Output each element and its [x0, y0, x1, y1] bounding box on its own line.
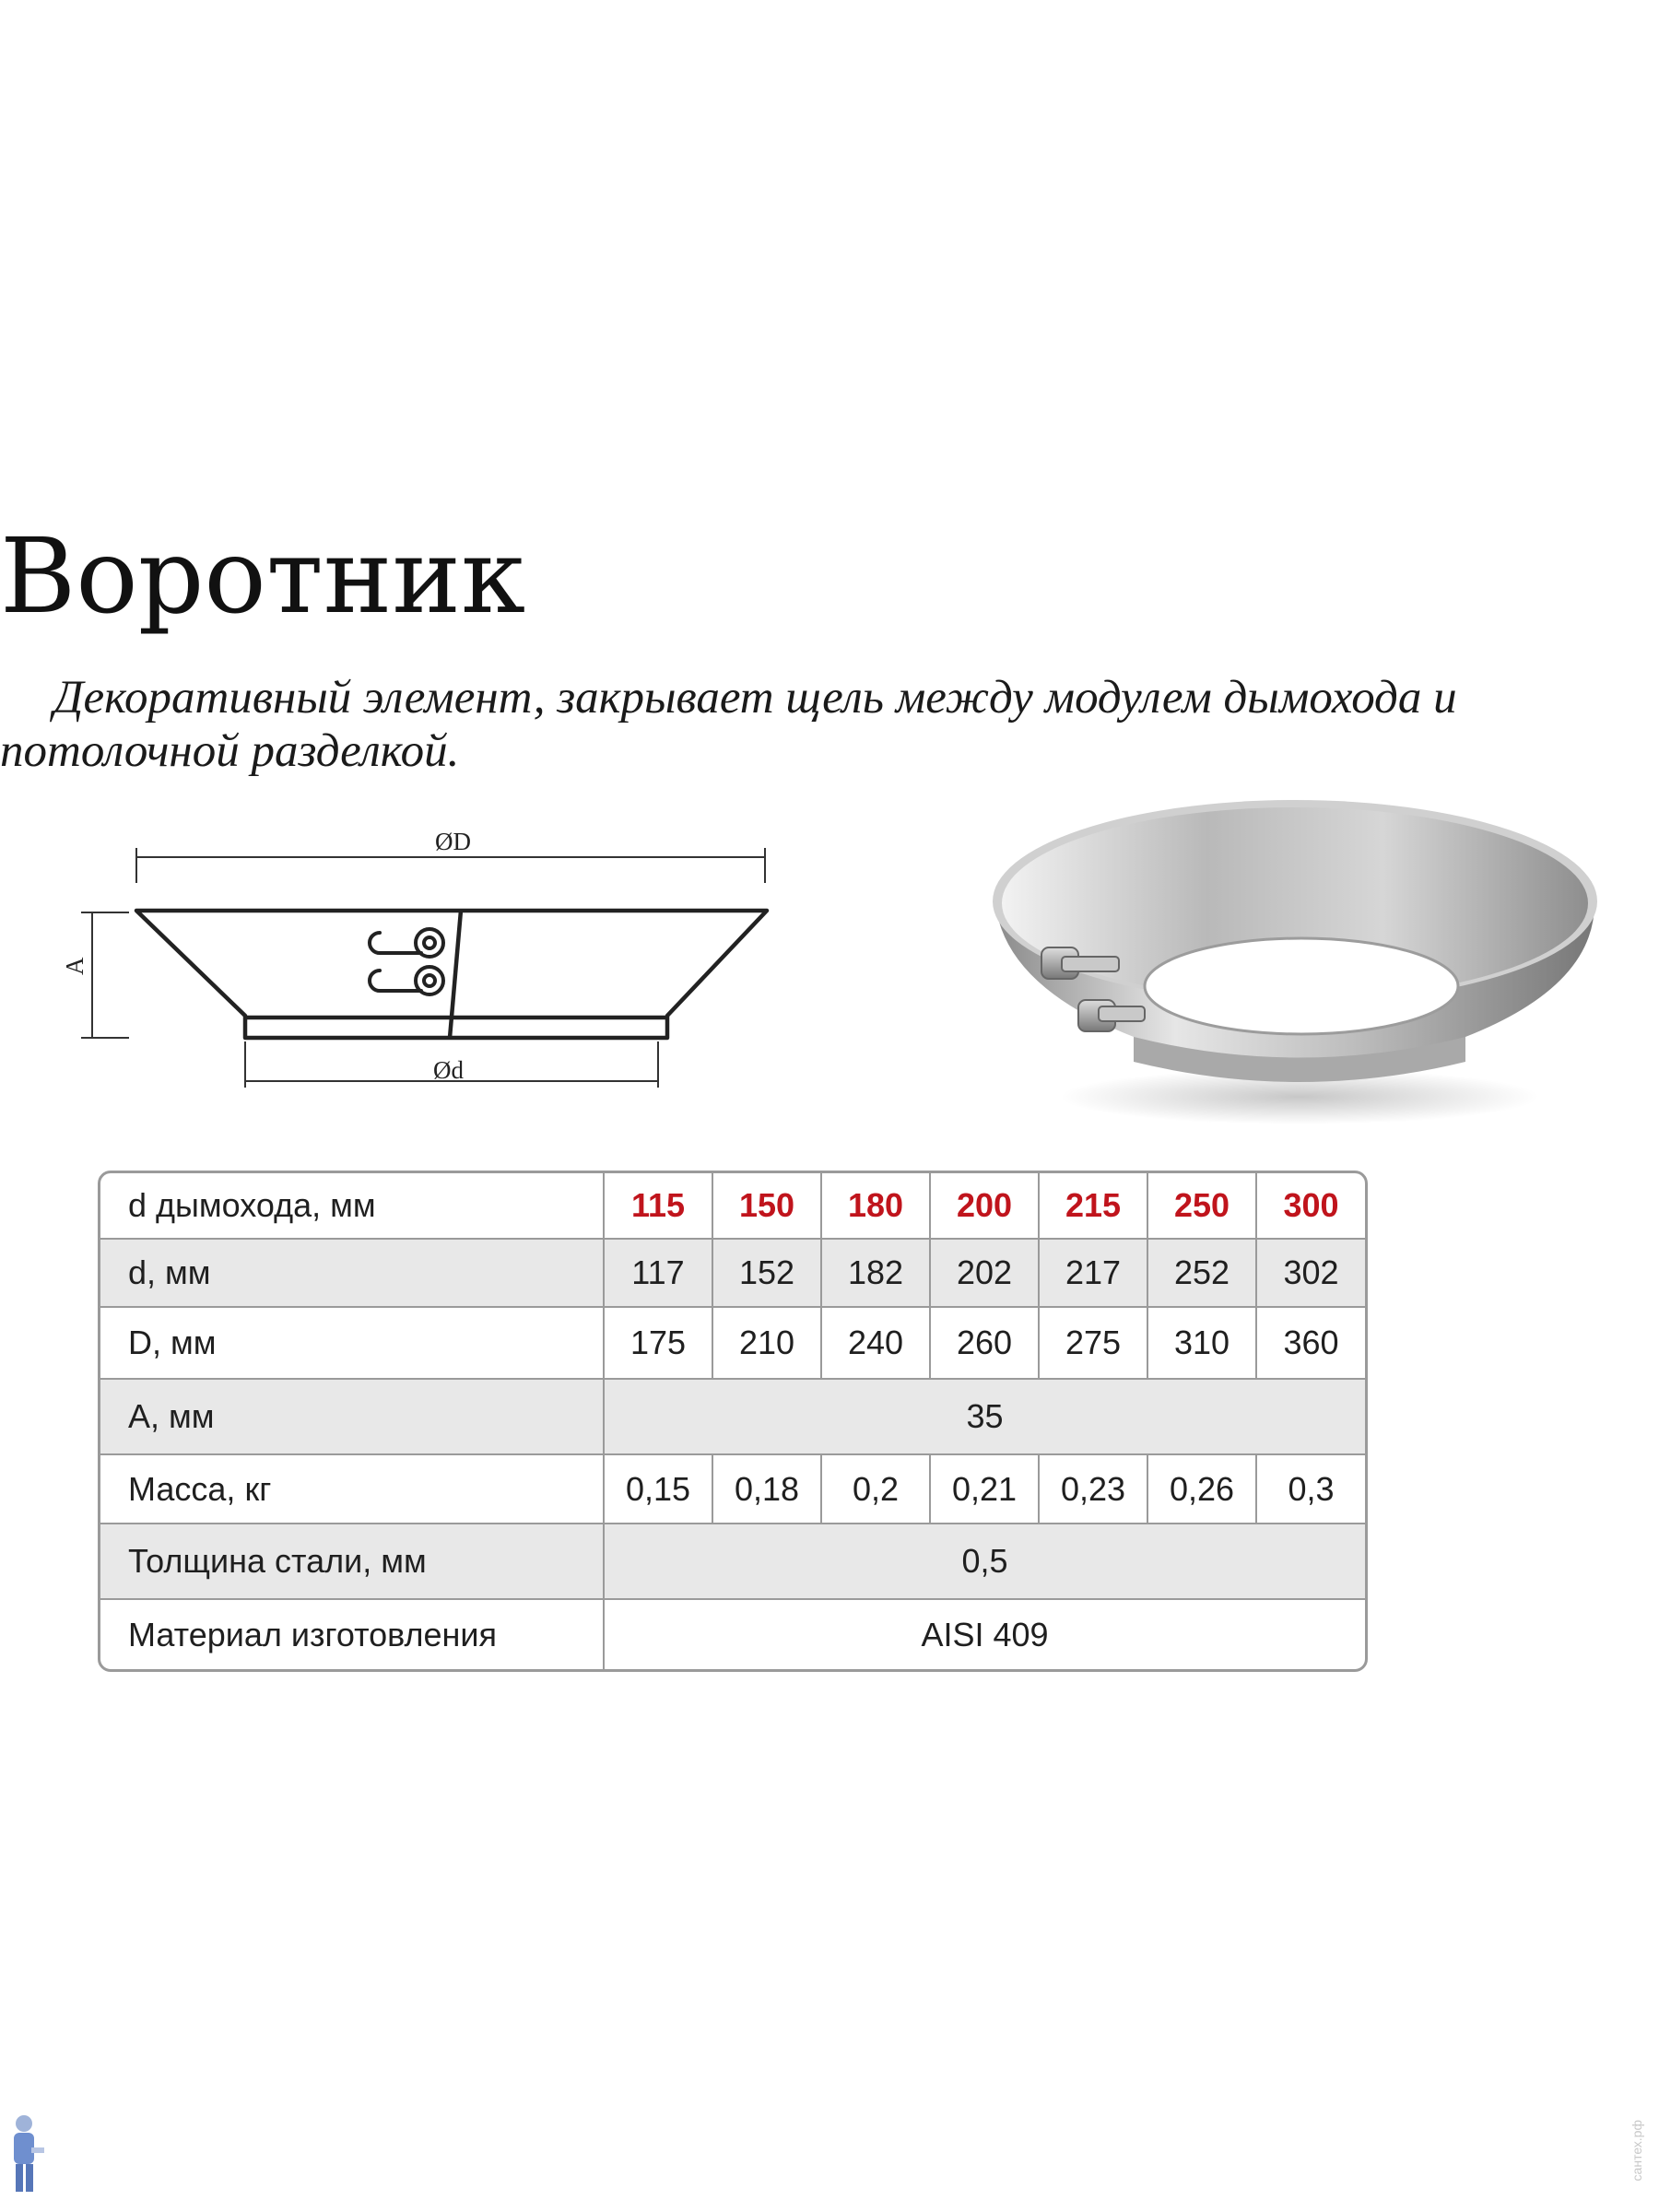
table-header-row	[100, 1173, 1365, 1239]
table-cell: 152	[712, 1239, 821, 1307]
table-cell: 0,26	[1147, 1454, 1256, 1524]
size-cell: 150	[712, 1173, 821, 1239]
inner-diameter-label: Ød	[433, 1056, 464, 1084]
table-row-label: d дымохода, мм	[100, 1173, 604, 1239]
table-row-label: D, мм	[100, 1307, 604, 1379]
size-cell: 115	[604, 1173, 712, 1239]
page-title: Воротник	[0, 517, 526, 637]
table-row	[100, 1239, 1365, 1307]
height-label: A	[61, 957, 88, 975]
table-cell: 0,2	[821, 1454, 930, 1524]
table-merged-cell: AISI 409	[604, 1599, 1365, 1669]
table-cell: 175	[604, 1307, 712, 1379]
watermark: сантех.рф	[1630, 2120, 1644, 2182]
table-row	[100, 1524, 1365, 1599]
table-cell: 260	[930, 1307, 1039, 1379]
table-row	[100, 1454, 1365, 1524]
size-cell: 180	[821, 1173, 930, 1239]
table-cell: 0,23	[1039, 1454, 1147, 1524]
specification-table	[98, 1171, 1368, 1672]
table-cell: 117	[604, 1239, 712, 1307]
table-cell: 0,15	[604, 1454, 712, 1524]
outer-diameter-label: ØD	[435, 828, 471, 855]
product-description: Декоративный элемент, закрывает щель между модулем дымохода и потолочной разделкой.	[0, 672, 1457, 777]
table-cell: 182	[821, 1239, 930, 1307]
table-cell: 217	[1039, 1239, 1147, 1307]
table-row-label: Материал изготовления	[100, 1599, 604, 1669]
table-cell: 310	[1147, 1307, 1256, 1379]
size-cell: 300	[1256, 1173, 1365, 1239]
table-cell: 360	[1256, 1307, 1365, 1379]
table-cell: 0,18	[712, 1454, 821, 1524]
table-row-label: d, мм	[100, 1239, 604, 1307]
technical-drawing	[55, 811, 793, 1106]
table-row	[100, 1307, 1365, 1379]
product-image	[977, 793, 1604, 1134]
table-cell: 275	[1039, 1307, 1147, 1379]
table-cell: 302	[1256, 1239, 1365, 1307]
table-row-label: A, мм	[100, 1379, 604, 1454]
table-row	[100, 1379, 1365, 1454]
table-cell: 252	[1147, 1239, 1256, 1307]
table-cell: 0,3	[1256, 1454, 1365, 1524]
size-cell: 200	[930, 1173, 1039, 1239]
table-cell: 240	[821, 1307, 930, 1379]
table-cell: 202	[930, 1239, 1039, 1307]
table-row	[100, 1599, 1365, 1669]
table-row-label: Масса, кг	[100, 1454, 604, 1524]
table-row-label: Толщина стали, мм	[100, 1524, 604, 1599]
table-cell: 210	[712, 1307, 821, 1379]
size-cell: 250	[1147, 1173, 1256, 1239]
table-merged-cell: 0,5	[604, 1524, 1365, 1599]
table-cell: 0,21	[930, 1454, 1039, 1524]
plumber-logo-icon	[4, 2111, 48, 2203]
size-cell: 215	[1039, 1173, 1147, 1239]
table-merged-cell: 35	[604, 1379, 1365, 1454]
